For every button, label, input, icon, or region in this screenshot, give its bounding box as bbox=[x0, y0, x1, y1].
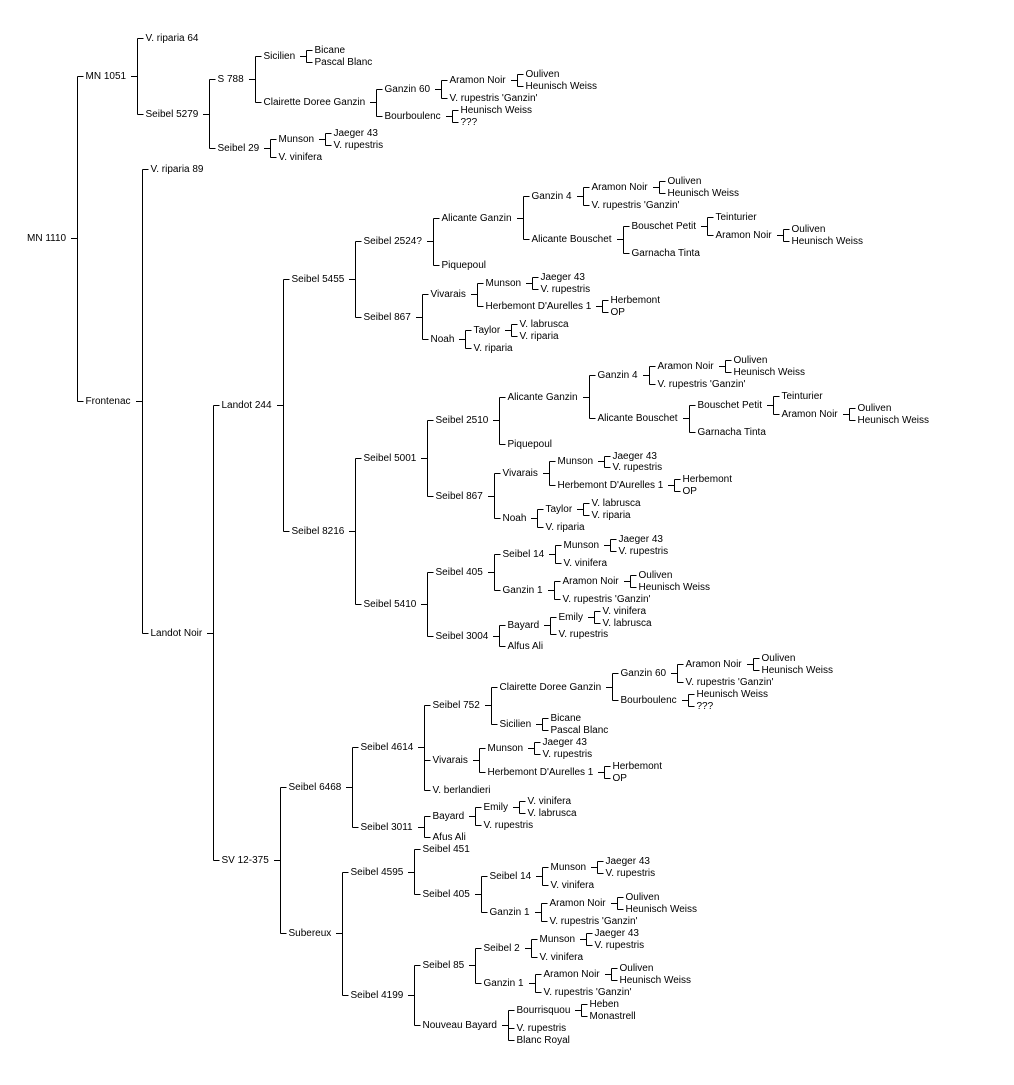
node-seibel-6468: Seibel 6468 bbox=[288, 782, 342, 794]
node-v-rupestris-ganzin: V. rupestris 'Ganzin' bbox=[562, 594, 651, 606]
node-munson: Munson bbox=[550, 862, 587, 874]
node-taylor: Taylor bbox=[473, 325, 501, 337]
node-jaeger-43: Jaeger 43 bbox=[594, 928, 639, 940]
node-aramon-noir: Aramon Noir bbox=[657, 361, 714, 373]
node-alicante-bouschet: Alicante Bouschet bbox=[597, 413, 678, 425]
node-munson: Munson bbox=[278, 134, 315, 146]
node-seibel-85: Seibel 85 bbox=[422, 960, 465, 972]
node-v-rupestris: V. rupestris bbox=[333, 140, 384, 152]
node-ganzin-60: Ganzin 60 bbox=[384, 84, 431, 96]
node-ouliven: Ouliven bbox=[667, 176, 702, 188]
node-alicante-ganzin: Alicante Ganzin bbox=[441, 213, 512, 225]
node-vivarais: Vivarais bbox=[432, 755, 468, 767]
node-v-riparia: V. riparia bbox=[473, 343, 513, 355]
node-vivarais: Vivarais bbox=[430, 289, 466, 301]
node-aramon-noir: Aramon Noir bbox=[449, 75, 506, 87]
node-v-rupestris: V. rupestris bbox=[605, 868, 656, 880]
node-seibel-14: Seibel 14 bbox=[489, 871, 532, 883]
node-seibel-2510: Seibel 2510 bbox=[435, 415, 489, 427]
node-clairette-doree-ganzin: Clairette Doree Ganzin bbox=[263, 97, 366, 109]
node-seibel-29: Seibel 29 bbox=[217, 143, 260, 155]
node-unknown: ??? bbox=[696, 701, 714, 713]
node-emily: Emily bbox=[558, 612, 583, 624]
node-heunisch-weiss: Heunisch Weiss bbox=[761, 665, 834, 677]
node-emily: Emily bbox=[483, 802, 508, 814]
node-seibel-5001: Seibel 5001 bbox=[363, 453, 417, 465]
node-v-vinifera: V. vinifera bbox=[539, 952, 584, 964]
node-garnacha-tinta: Garnacha Tinta bbox=[697, 427, 766, 439]
node-herbemont-d-aurelles-1: Herbemont D'Aurelles 1 bbox=[557, 480, 664, 492]
node-v-vinifera: V. vinifera bbox=[278, 152, 323, 164]
node-seibel-3004: Seibel 3004 bbox=[435, 631, 489, 643]
node-sv-12-375: SV 12-375 bbox=[221, 855, 269, 867]
node-v-rupestris: V. rupestris bbox=[542, 749, 593, 761]
node-vivarais: Vivarais bbox=[502, 468, 538, 480]
node-seibel-405: Seibel 405 bbox=[422, 889, 470, 901]
node-v-vinifera: V. vinifera bbox=[550, 880, 595, 892]
node-v-labrusca: V. labrusca bbox=[602, 618, 652, 630]
node-pascal-blanc: Pascal Blanc bbox=[550, 725, 609, 737]
node-munson: Munson bbox=[563, 540, 600, 552]
node-munson: Munson bbox=[485, 278, 522, 290]
node-blanc-royal: Blanc Royal bbox=[516, 1035, 570, 1047]
node-teinturier: Teinturier bbox=[781, 391, 823, 403]
node-sicilien: Sicilien bbox=[499, 719, 532, 731]
node-bicane: Bicane bbox=[314, 45, 346, 57]
node-landot-244: Landot 244 bbox=[221, 400, 272, 412]
node-v-rupestris: V. rupestris bbox=[594, 940, 645, 952]
node-aramon-noir: Aramon Noir bbox=[685, 659, 742, 671]
node-seibel-5410: Seibel 5410 bbox=[363, 599, 417, 611]
node-unknown: ??? bbox=[460, 117, 478, 129]
node-jaeger-43: Jaeger 43 bbox=[612, 451, 657, 463]
node-munson: Munson bbox=[487, 743, 524, 755]
node-v-rupestris: V. rupestris bbox=[558, 629, 609, 641]
node-ganzin-1: Ganzin 1 bbox=[502, 585, 543, 597]
node-v-rupestris: V. rupestris bbox=[516, 1023, 567, 1035]
node-herbemont-d-aurelles-1: Herbemont D'Aurelles 1 bbox=[487, 767, 594, 779]
node-bouschet-petit: Bouschet Petit bbox=[697, 400, 762, 412]
node-op: OP bbox=[610, 307, 625, 319]
node-heunisch-weiss: Heunisch Weiss bbox=[733, 367, 806, 379]
node-alicante-bouschet: Alicante Bouschet bbox=[531, 234, 612, 246]
node-seibel-4595: Seibel 4595 bbox=[350, 867, 404, 879]
node-seibel-405: Seibel 405 bbox=[435, 567, 483, 579]
node-herbemont: Herbemont bbox=[610, 295, 660, 307]
node-noah: Noah bbox=[502, 513, 527, 525]
node-ouliven: Ouliven bbox=[525, 69, 560, 81]
node-seibel-752: Seibel 752 bbox=[432, 700, 480, 712]
node-op: OP bbox=[682, 486, 697, 498]
node-heunisch-weiss: Heunisch Weiss bbox=[857, 415, 930, 427]
node-munson: Munson bbox=[539, 934, 576, 946]
node-v-rupestris: V. rupestris bbox=[483, 820, 534, 832]
node-aramon-noir: Aramon Noir bbox=[562, 576, 619, 588]
node-op: OP bbox=[612, 773, 627, 785]
node-seibel-867: Seibel 867 bbox=[435, 491, 483, 503]
node-ganzin-1: Ganzin 1 bbox=[489, 907, 530, 919]
node-v-riparia-64: V. riparia 64 bbox=[145, 33, 199, 45]
node-heunisch-weiss: Heunisch Weiss bbox=[696, 689, 769, 701]
node-v-rupestris-ganzin: V. rupestris 'Ganzin' bbox=[449, 93, 538, 105]
node-v-riparia: V. riparia bbox=[519, 331, 559, 343]
node-bourboulenc: Bourboulenc bbox=[384, 111, 441, 123]
node-piquepoul: Piquepoul bbox=[507, 439, 552, 451]
node-seibel-4199: Seibel 4199 bbox=[350, 990, 404, 1002]
node-alicante-ganzin: Alicante Ganzin bbox=[507, 392, 578, 404]
node-heunisch-weiss: Heunisch Weiss bbox=[625, 904, 698, 916]
node-pascal-blanc: Pascal Blanc bbox=[314, 57, 373, 69]
node-jaeger-43: Jaeger 43 bbox=[605, 856, 650, 868]
node-v-rupestris: V. rupestris bbox=[618, 546, 669, 558]
node-afus-ali: Afus Ali bbox=[432, 832, 466, 844]
node-v-labrusca: V. labrusca bbox=[519, 319, 569, 331]
node-ganzin-4: Ganzin 4 bbox=[597, 370, 638, 382]
node-ouliven: Ouliven bbox=[619, 963, 654, 975]
node-ouliven: Ouliven bbox=[638, 570, 673, 582]
node-v-rupestris-ganzin: V. rupestris 'Ganzin' bbox=[657, 379, 746, 391]
node-v-rupestris-ganzin: V. rupestris 'Ganzin' bbox=[549, 916, 638, 928]
node-aramon-noir: Aramon Noir bbox=[781, 409, 838, 421]
node-piquepoul: Piquepoul bbox=[441, 260, 486, 272]
node-ouliven: Ouliven bbox=[625, 892, 660, 904]
node-heunisch-weiss: Heunisch Weiss bbox=[791, 236, 864, 248]
node-heunisch-weiss: Heunisch Weiss bbox=[638, 582, 711, 594]
node-seibel-451: Seibel 451 bbox=[422, 844, 470, 856]
node-taylor: Taylor bbox=[545, 504, 573, 516]
node-v-rupestris: V. rupestris bbox=[612, 462, 663, 474]
node-aramon-noir: Aramon Noir bbox=[549, 898, 606, 910]
node-landot-noir: Landot Noir bbox=[150, 628, 203, 640]
node-frontenac: Frontenac bbox=[85, 396, 131, 408]
node-heunisch-weiss: Heunisch Weiss bbox=[619, 975, 692, 987]
node-heunisch-weiss: Heunisch Weiss bbox=[460, 105, 533, 117]
node-jaeger-43: Jaeger 43 bbox=[618, 534, 663, 546]
node-clairette-doree-ganzin: Clairette Doree Ganzin bbox=[499, 682, 602, 694]
node-bayard: Bayard bbox=[432, 811, 465, 823]
node-ganzin-1: Ganzin 1 bbox=[483, 978, 524, 990]
node-seibel-8216: Seibel 8216 bbox=[291, 526, 345, 538]
node-seibel-3011: Seibel 3011 bbox=[360, 822, 413, 834]
node-v-rupestris-ganzin: V. rupestris 'Ganzin' bbox=[685, 677, 774, 689]
node-v-berlandieri: V. berlandieri bbox=[432, 785, 491, 797]
node-monastrell: Monastrell bbox=[589, 1011, 636, 1023]
node-seibel-14: Seibel 14 bbox=[502, 549, 545, 561]
node-aramon-noir: Aramon Noir bbox=[591, 182, 648, 194]
node-v-riparia: V. riparia bbox=[591, 510, 631, 522]
node-munson: Munson bbox=[557, 456, 594, 468]
node-subereux: Subereux bbox=[288, 928, 332, 940]
node-seibel-4614: Seibel 4614 bbox=[360, 742, 414, 754]
node-jaeger-43: Jaeger 43 bbox=[542, 737, 587, 749]
node-bouschet-petit: Bouschet Petit bbox=[631, 221, 696, 233]
node-alfus-ali: Alfus Ali bbox=[507, 641, 544, 653]
node-v-vinifera: V. vinifera bbox=[527, 796, 572, 808]
node-aramon-noir: Aramon Noir bbox=[715, 230, 772, 242]
node-jaeger-43: Jaeger 43 bbox=[333, 128, 378, 140]
node-aramon-noir: Aramon Noir bbox=[543, 969, 600, 981]
node-seibel-2524: Seibel 2524? bbox=[363, 236, 422, 248]
node-seibel-5455: Seibel 5455 bbox=[291, 274, 345, 286]
node-bicane: Bicane bbox=[550, 713, 582, 725]
node-seibel-2: Seibel 2 bbox=[483, 943, 520, 955]
node-herbemont: Herbemont bbox=[682, 474, 732, 486]
node-herbemont-d-aurelles-1: Herbemont D'Aurelles 1 bbox=[485, 301, 592, 313]
node-s-788: S 788 bbox=[217, 74, 244, 86]
node-heunisch-weiss: Heunisch Weiss bbox=[667, 188, 740, 200]
node-mn-1051: MN 1051 bbox=[85, 71, 127, 83]
node-noah: Noah bbox=[430, 334, 455, 346]
node-bourboulenc: Bourboulenc bbox=[620, 695, 677, 707]
node-v-labrusca: V. labrusca bbox=[527, 808, 577, 820]
node-v-rupestris: V. rupestris bbox=[540, 284, 591, 296]
node-bourrisquou: Bourrisquou bbox=[516, 1005, 571, 1017]
node-v-labrusca: V. labrusca bbox=[591, 498, 641, 510]
node-v-rupestris-ganzin: V. rupestris 'Ganzin' bbox=[591, 200, 680, 212]
node-ganzin-4: Ganzin 4 bbox=[531, 191, 572, 203]
node-v-vinifera: V. vinifera bbox=[602, 606, 647, 618]
node-garnacha-tinta: Garnacha Tinta bbox=[631, 248, 700, 260]
node-v-vinifera: V. vinifera bbox=[563, 558, 608, 570]
node-teinturier: Teinturier bbox=[715, 212, 757, 224]
node-ouliven: Ouliven bbox=[733, 355, 768, 367]
node-heunisch-weiss: Heunisch Weiss bbox=[525, 81, 598, 93]
node-sicilien: Sicilien bbox=[263, 51, 296, 63]
node-nouveau-bayard: Nouveau Bayard bbox=[422, 1020, 497, 1032]
node-v-riparia: V. riparia bbox=[545, 522, 585, 534]
node-ouliven: Ouliven bbox=[857, 403, 892, 415]
node-jaeger-43: Jaeger 43 bbox=[540, 272, 585, 284]
node-mn-1110: MN 1110 bbox=[27, 233, 67, 245]
node-ouliven: Ouliven bbox=[761, 653, 796, 665]
node-heben: Heben bbox=[589, 999, 619, 1011]
node-ganzin-60: Ganzin 60 bbox=[620, 668, 667, 680]
node-v-riparia-89: V. riparia 89 bbox=[150, 164, 204, 176]
node-bayard: Bayard bbox=[507, 620, 540, 632]
node-v-rupestris-ganzin: V. rupestris 'Ganzin' bbox=[543, 987, 632, 999]
node-seibel-5279: Seibel 5279 bbox=[145, 109, 199, 121]
node-ouliven: Ouliven bbox=[791, 224, 826, 236]
node-herbemont: Herbemont bbox=[612, 761, 662, 773]
node-seibel-867: Seibel 867 bbox=[363, 312, 411, 324]
